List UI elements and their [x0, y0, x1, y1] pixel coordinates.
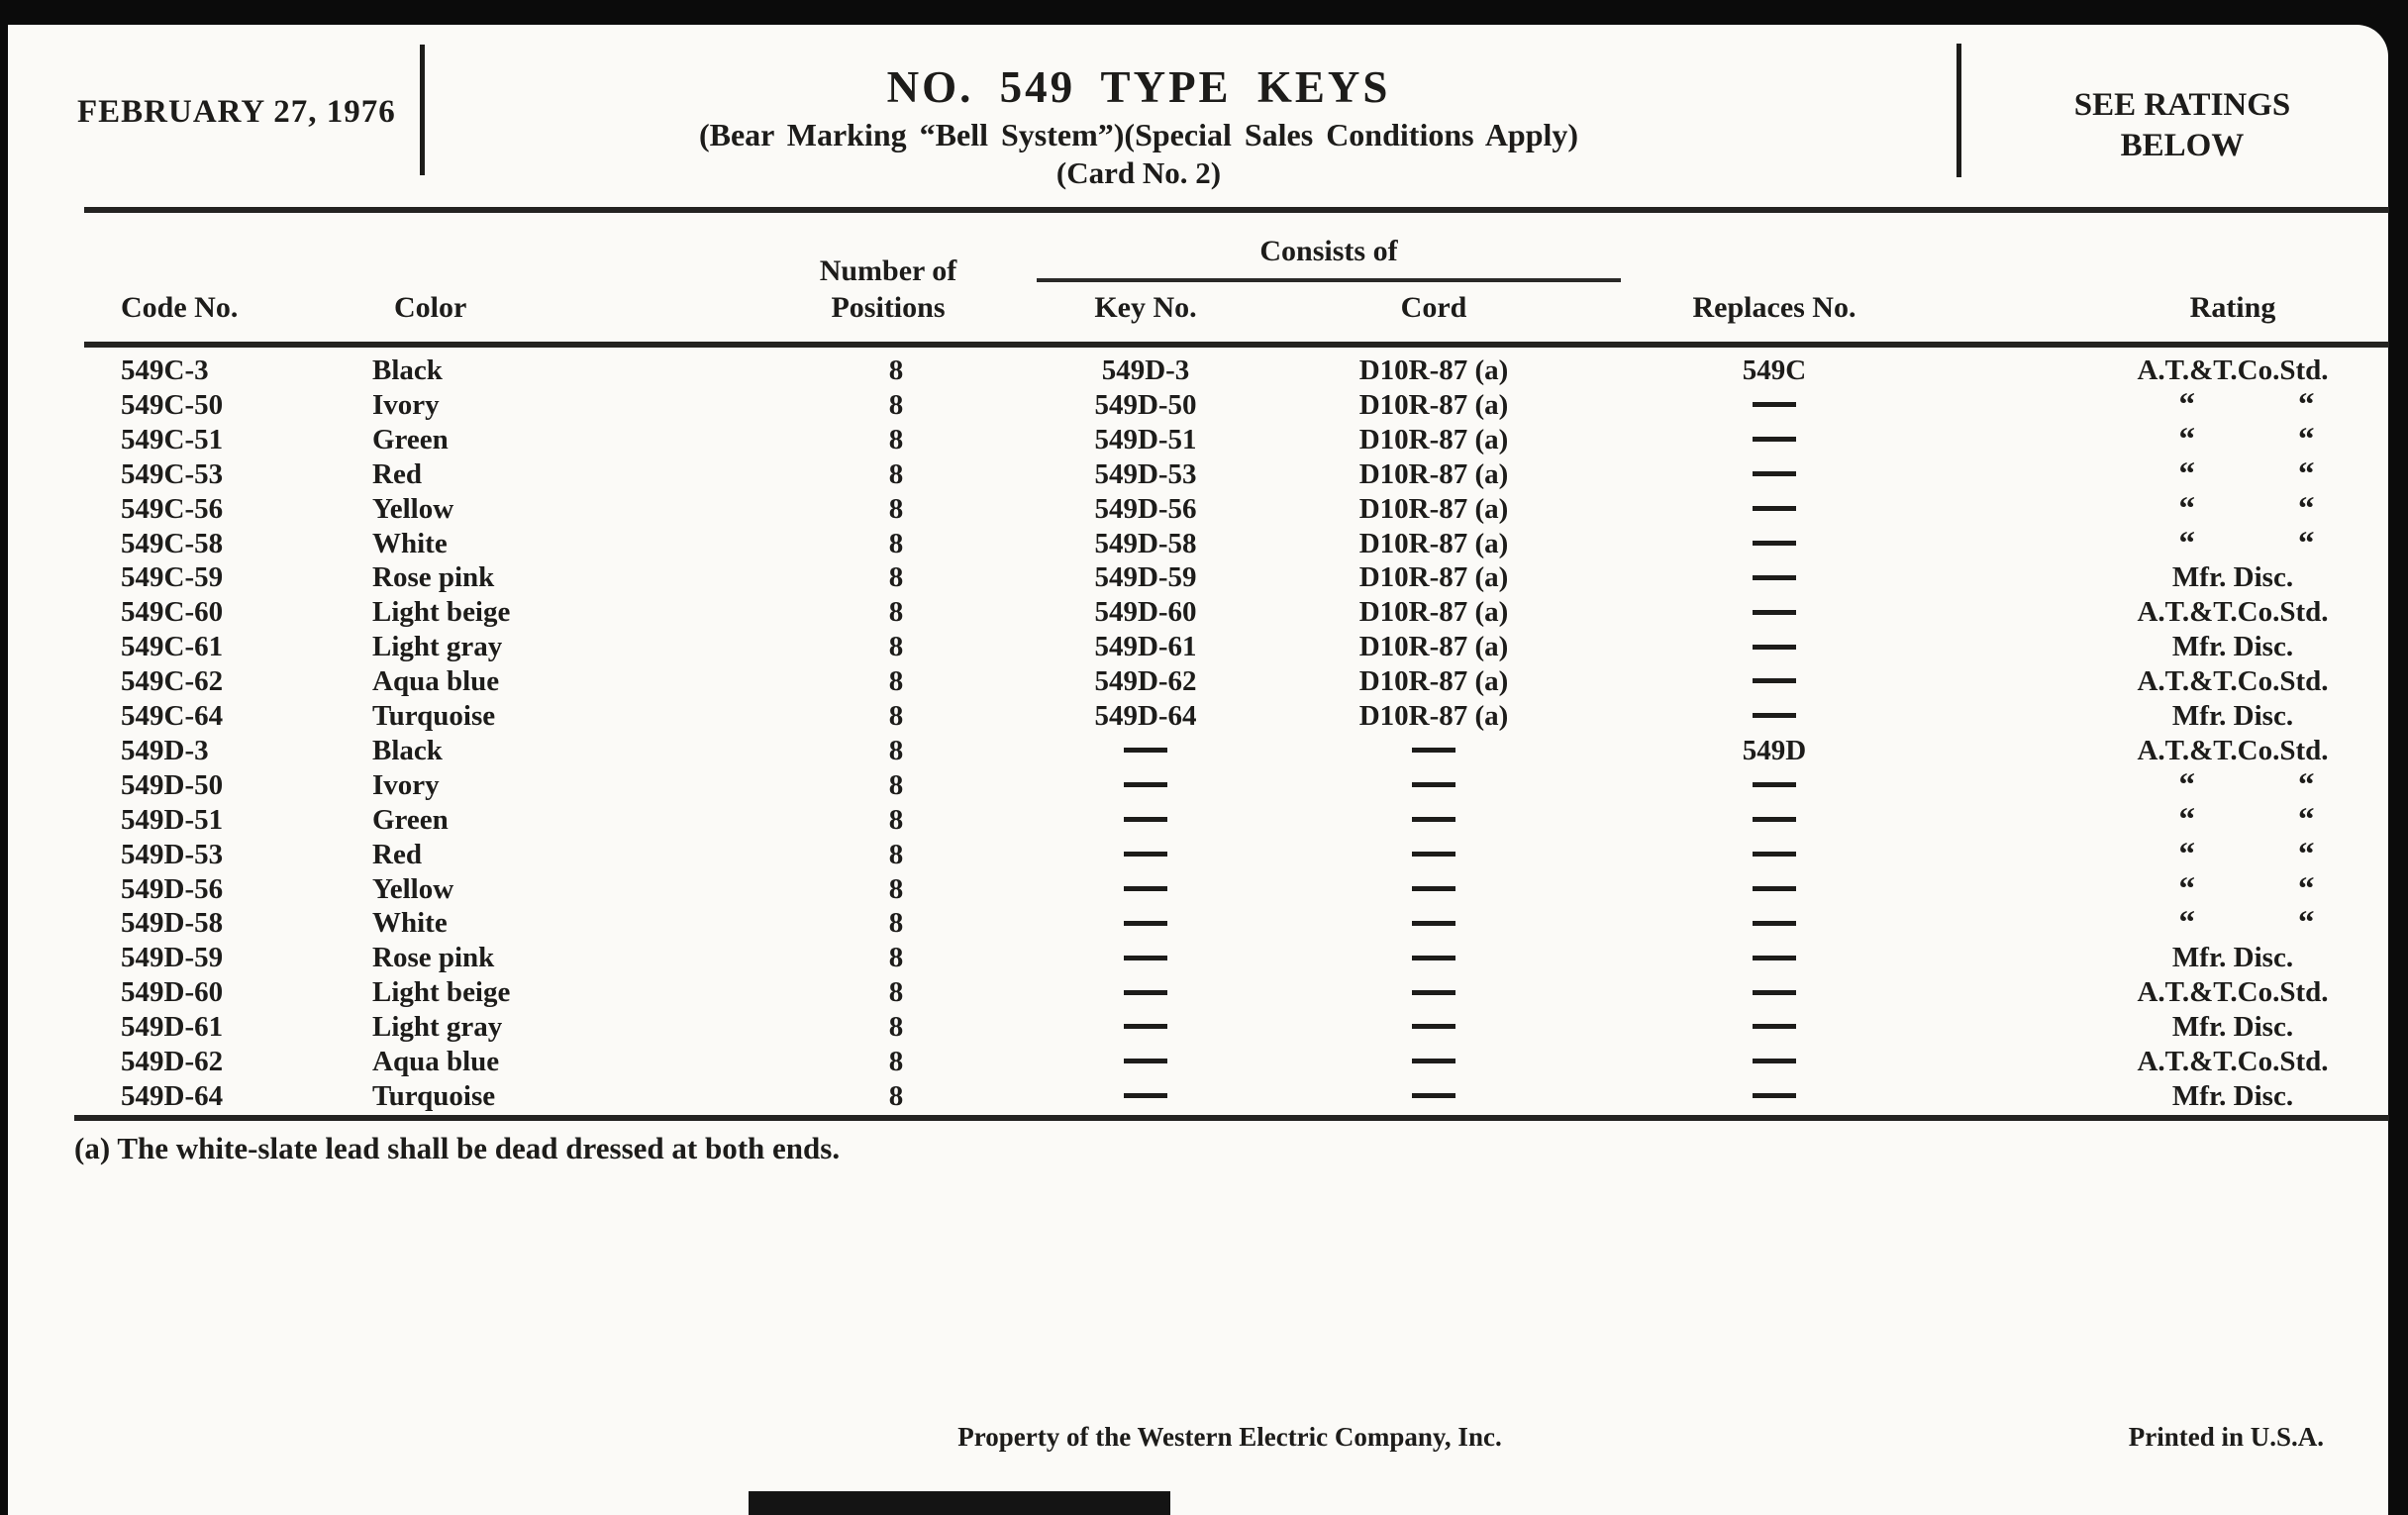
cell-color: Black — [372, 734, 443, 766]
cell-cord — [1295, 872, 1572, 907]
cell-key_no — [1027, 768, 1264, 803]
table-row — [0, 560, 2408, 595]
cell-rating — [2069, 388, 2396, 423]
cell-replaces: 549D — [1742, 734, 1807, 766]
dash-mark — [1753, 1059, 1796, 1063]
cell-positions: 8 — [888, 1011, 904, 1044]
cell-code: 549D-51 — [121, 803, 224, 836]
cell-positions: 8 — [888, 492, 904, 525]
cell-key_no: 549D-61 — [1094, 631, 1197, 663]
cell-color: Light beige — [372, 596, 511, 629]
dash-mark — [1124, 886, 1167, 891]
cell-positions: 8 — [888, 561, 904, 594]
cell-cord — [1295, 906, 1572, 941]
col-header-color: Color — [394, 291, 467, 324]
cell-positions: 8 — [888, 768, 904, 801]
cell-replaces — [1626, 941, 1923, 975]
dash-mark — [1753, 852, 1796, 857]
cell-positions: 8 — [888, 527, 904, 559]
cell-rating — [2069, 803, 2396, 838]
cell-rating: Mfr. Disc. — [2171, 631, 2294, 663]
col-header-replaces: Replaces No. — [1692, 291, 1856, 324]
table-row — [0, 803, 2408, 838]
cell-rating: A.T.&T.Co.Std. — [2137, 665, 2329, 698]
cell-rating: A.T.&T.Co.Std. — [2137, 596, 2329, 629]
header-rule — [84, 207, 2389, 213]
cell-cord: D10R-87 (a) — [1358, 492, 1509, 525]
cell-color: Black — [372, 354, 443, 386]
cell-code: 549C-56 — [121, 492, 224, 525]
cell-cord: D10R-87 (a) — [1358, 457, 1509, 490]
cell-key_no: 549D-64 — [1094, 700, 1197, 732]
cell-cord: D10R-87 (a) — [1358, 596, 1509, 629]
cell-replaces — [1626, 1079, 1923, 1114]
table-row — [0, 354, 2408, 388]
cell-positions: 8 — [888, 457, 904, 490]
cell-rating: Mfr. Disc. — [2171, 561, 2294, 594]
cell-color: White — [372, 527, 448, 559]
cell-color: Rose pink — [372, 561, 495, 594]
col-header-positions-line1: Number of — [819, 254, 957, 287]
ditto-marks: “ “ — [2178, 490, 2315, 527]
cell-rating — [2069, 838, 2396, 872]
cell-key_no: 549D-53 — [1094, 457, 1197, 490]
cell-code: 549C-50 — [121, 388, 224, 421]
cell-rating: Mfr. Disc. — [2171, 1079, 2294, 1112]
cell-code: 549C-3 — [121, 354, 209, 386]
dash-mark — [1753, 610, 1796, 615]
cell-color: Ivory — [372, 388, 440, 421]
cell-replaces — [1626, 803, 1923, 838]
cell-replaces — [1626, 838, 1923, 872]
cell-cord: D10R-87 (a) — [1358, 423, 1509, 455]
dash-mark — [1124, 782, 1167, 787]
cell-key_no — [1027, 906, 1264, 941]
cell-rating: Mfr. Disc. — [2171, 700, 2294, 732]
cell-replaces — [1626, 768, 1923, 803]
dash-mark — [1412, 817, 1455, 822]
dash-mark — [1412, 782, 1455, 787]
ratings-note — [1980, 85, 2384, 166]
table-row — [0, 630, 2408, 664]
table-row — [0, 734, 2408, 768]
ditto-marks: “ “ — [2178, 801, 2315, 838]
cell-code: 549C-58 — [121, 527, 224, 559]
cell-code: 549D-60 — [121, 976, 224, 1009]
col-header-rating: Rating — [2189, 291, 2276, 324]
cell-rating: Mfr. Disc. — [2171, 942, 2294, 974]
cell-positions: 8 — [888, 631, 904, 663]
cell-code: 549C-61 — [121, 631, 224, 663]
cell-color: Red — [372, 838, 422, 870]
dash-mark — [1124, 990, 1167, 995]
cell-cord: D10R-87 (a) — [1358, 354, 1509, 386]
table-row — [0, 1079, 2408, 1114]
cell-color: Green — [372, 803, 449, 836]
table-row — [0, 1010, 2408, 1045]
footer-property: Property of the Western Electric Company, Inc. — [957, 1422, 1502, 1452]
cell-replaces — [1626, 872, 1923, 907]
col-header-code: Code No. — [121, 291, 239, 324]
dash-mark — [1412, 956, 1455, 960]
table-row — [0, 906, 2408, 941]
dash-mark — [1412, 886, 1455, 891]
cell-rating — [2069, 906, 2396, 941]
cell-rating: A.T.&T.Co.Std. — [2137, 1046, 2329, 1077]
cell-code: 549C-60 — [121, 596, 224, 629]
col-header-consists-of: Consists of — [1259, 235, 1398, 267]
cell-code: 549D-56 — [121, 872, 224, 905]
dash-mark — [1124, 748, 1167, 753]
dash-mark — [1753, 506, 1796, 511]
cell-rating: Mfr. Disc. — [2171, 1011, 2294, 1044]
cell-replaces — [1626, 664, 1923, 699]
cell-rating — [2069, 768, 2396, 803]
cell-code: 549D-59 — [121, 942, 224, 974]
header-divider-right — [1956, 44, 1961, 177]
header-card-number: (Card No. 2) — [1055, 155, 1222, 190]
cell-key_no: 549D-59 — [1094, 561, 1197, 594]
ratings-note-line1: SEE RATINGS — [2073, 87, 2291, 123]
cell-code: 549D-53 — [121, 838, 224, 870]
ditto-marks: “ “ — [2178, 455, 2315, 492]
dash-mark — [1753, 956, 1796, 960]
table-row — [0, 527, 2408, 561]
cell-cord — [1295, 838, 1572, 872]
table-row — [0, 1045, 2408, 1079]
cell-code: 549C-51 — [121, 423, 224, 455]
dash-mark — [1753, 817, 1796, 822]
cell-color: Yellow — [372, 492, 454, 525]
cell-key_no — [1027, 838, 1264, 872]
cell-replaces — [1626, 492, 1923, 527]
dash-mark — [1753, 437, 1796, 442]
col-header-cord: Cord — [1400, 291, 1467, 324]
cell-rating — [2069, 423, 2396, 457]
cell-color: Light beige — [372, 976, 511, 1009]
header-divider-left — [420, 45, 425, 175]
cell-cord — [1295, 1079, 1572, 1114]
cell-code: 549C-53 — [121, 457, 224, 490]
dash-mark — [1412, 990, 1455, 995]
dash-mark — [1753, 645, 1796, 650]
cell-replaces — [1626, 595, 1923, 630]
table-row — [0, 423, 2408, 457]
table-row — [0, 664, 2408, 699]
cell-positions: 8 — [888, 1046, 904, 1077]
cell-cord — [1295, 941, 1572, 975]
dash-mark — [1412, 1059, 1455, 1063]
cell-cord — [1295, 1010, 1572, 1045]
dash-mark — [1753, 1024, 1796, 1029]
cell-cord: D10R-87 (a) — [1358, 388, 1509, 421]
cell-positions: 8 — [888, 1079, 904, 1112]
cell-color: Aqua blue — [372, 1046, 500, 1077]
dash-mark — [1753, 886, 1796, 891]
cell-code: 549C-64 — [121, 700, 224, 732]
table-row — [0, 872, 2408, 907]
cell-code: 549C-62 — [121, 665, 224, 698]
dash-mark — [1753, 782, 1796, 787]
cell-rating: A.T.&T.Co.Std. — [2137, 354, 2329, 386]
cell-key_no — [1027, 1079, 1264, 1114]
cell-key_no: 549D-50 — [1094, 388, 1197, 421]
cell-color: Yellow — [372, 872, 454, 905]
cell-code: 549D-64 — [121, 1079, 224, 1112]
cell-cord: D10R-87 (a) — [1358, 527, 1509, 559]
col-header-key-no: Key No. — [1094, 291, 1197, 324]
dash-mark — [1753, 471, 1796, 476]
cell-rating — [2069, 527, 2396, 561]
top-scan-band — [0, 0, 2408, 25]
consists-of-underline — [1037, 278, 1621, 282]
cell-key_no — [1027, 872, 1264, 907]
ditto-marks: “ “ — [2178, 836, 2315, 872]
cell-replaces — [1626, 699, 1923, 734]
ditto-marks: “ “ — [2178, 421, 2315, 457]
table-bottom-rule — [74, 1115, 2389, 1121]
cell-replaces: 549C — [1742, 354, 1807, 386]
dash-mark — [1124, 817, 1167, 822]
cell-color: Ivory — [372, 768, 440, 801]
cell-key_no — [1027, 734, 1264, 768]
cell-color: Rose pink — [372, 942, 495, 974]
cell-key_no: 549D-56 — [1094, 492, 1197, 525]
cell-color: Red — [372, 457, 422, 490]
cell-rating: A.T.&T.Co.Std. — [2137, 976, 2329, 1009]
dash-mark — [1753, 990, 1796, 995]
dash-mark — [1753, 678, 1796, 683]
cell-key_no — [1027, 1010, 1264, 1045]
cell-cord: D10R-87 (a) — [1358, 561, 1509, 594]
table-row — [0, 388, 2408, 423]
cell-positions: 8 — [888, 388, 904, 421]
cell-cord — [1295, 803, 1572, 838]
cell-positions: 8 — [888, 665, 904, 698]
ratings-note-line2: BELOW — [2120, 128, 2245, 163]
cell-code: 549D-61 — [121, 1011, 224, 1044]
cell-code: 549C-59 — [121, 561, 224, 594]
cell-color: Turquoise — [372, 700, 496, 732]
cell-cord — [1295, 734, 1572, 768]
cell-positions: 8 — [888, 838, 904, 870]
dash-mark — [1412, 1024, 1455, 1029]
dash-mark — [1753, 541, 1796, 546]
cell-rating — [2069, 492, 2396, 527]
cell-replaces — [1626, 423, 1923, 457]
cell-positions: 8 — [888, 734, 904, 766]
table-row — [0, 941, 2408, 975]
cell-key_no — [1027, 941, 1264, 975]
cell-color: Turquoise — [372, 1079, 496, 1112]
cell-positions: 8 — [888, 803, 904, 836]
cell-rating — [2069, 457, 2396, 492]
table-row — [0, 492, 2408, 527]
cell-replaces — [1626, 630, 1923, 664]
dash-mark — [1124, 1059, 1167, 1063]
table-row — [0, 699, 2408, 734]
cell-code: 549D-3 — [121, 734, 209, 766]
cell-key_no: 549D-62 — [1094, 665, 1197, 698]
cell-cord: D10R-87 (a) — [1358, 700, 1509, 732]
cell-positions: 8 — [888, 423, 904, 455]
cell-color: Light gray — [372, 631, 503, 663]
table-row — [0, 838, 2408, 872]
cell-key_no — [1027, 975, 1264, 1010]
dash-mark — [1124, 956, 1167, 960]
cell-positions: 8 — [888, 976, 904, 1009]
cell-cord: D10R-87 (a) — [1358, 665, 1509, 698]
cell-key_no: 549D-60 — [1094, 596, 1197, 629]
cell-replaces — [1626, 560, 1923, 595]
cell-color: Green — [372, 423, 449, 455]
table-row — [0, 595, 2408, 630]
cell-cord: D10R-87 (a) — [1358, 631, 1509, 663]
table-row — [0, 975, 2408, 1010]
dash-mark — [1124, 852, 1167, 857]
table-row — [0, 768, 2408, 803]
dash-mark — [1412, 852, 1455, 857]
columns-rule — [84, 342, 2389, 348]
cell-rating — [2069, 872, 2396, 907]
dash-mark — [1124, 1024, 1167, 1029]
cell-positions: 8 — [888, 942, 904, 974]
cell-positions: 8 — [888, 872, 904, 905]
ditto-marks: “ “ — [2178, 905, 2315, 942]
cell-positions: 8 — [888, 354, 904, 386]
ditto-marks: “ “ — [2178, 386, 2315, 423]
cell-color: White — [372, 907, 448, 940]
dash-mark — [1412, 921, 1455, 926]
cell-code: 549D-58 — [121, 907, 224, 940]
cell-replaces — [1626, 975, 1923, 1010]
dash-mark — [1124, 921, 1167, 926]
cell-key_no: 549D-58 — [1094, 527, 1197, 559]
cell-replaces — [1626, 1010, 1923, 1045]
header-date: FEBRUARY 27, 1976 — [77, 94, 396, 130]
cell-key_no: 549D-3 — [1101, 354, 1190, 386]
cell-code: 549D-62 — [121, 1046, 224, 1077]
dash-mark — [1753, 1093, 1796, 1098]
page-title: NO. 549 TYPE KEYS — [886, 62, 1391, 112]
cell-code: 549D-50 — [121, 768, 224, 801]
cell-key_no — [1027, 803, 1264, 838]
cell-positions: 8 — [888, 700, 904, 732]
cell-positions: 8 — [888, 596, 904, 629]
bottom-scan-artifact — [749, 1491, 1170, 1515]
cell-cord — [1295, 768, 1572, 803]
cell-color: Aqua blue — [372, 665, 500, 698]
dash-mark — [1753, 575, 1796, 580]
dash-mark — [1124, 1093, 1167, 1098]
footnote: (a) The white-slate lead shall be dead dressed at both ends. — [74, 1131, 841, 1165]
cell-key_no — [1027, 1045, 1264, 1079]
col-header-positions-line2: Positions — [831, 291, 946, 324]
cell-cord — [1295, 975, 1572, 1010]
ditto-marks: “ “ — [2178, 766, 2315, 803]
dash-mark — [1412, 1093, 1455, 1098]
cell-replaces — [1626, 906, 1923, 941]
cell-replaces — [1626, 527, 1923, 561]
cell-key_no: 549D-51 — [1094, 423, 1197, 455]
ditto-marks: “ “ — [2178, 525, 2315, 561]
header-subtitle: (Bear Marking “Bell System”)(Special Sales Conditions Apply) — [698, 117, 1579, 152]
cell-color: Light gray — [372, 1011, 503, 1044]
cell-positions: 8 — [888, 907, 904, 940]
dash-mark — [1753, 402, 1796, 407]
footer-printed: Printed in U.S.A. — [2128, 1422, 2324, 1452]
dash-mark — [1753, 713, 1796, 718]
cell-cord — [1295, 1045, 1572, 1079]
cell-replaces — [1626, 1045, 1923, 1079]
cell-replaces — [1626, 388, 1923, 423]
cell-replaces — [1626, 457, 1923, 492]
ditto-marks: “ “ — [2178, 870, 2315, 907]
dash-mark — [1412, 748, 1455, 753]
dash-mark — [1753, 921, 1796, 926]
cell-rating: A.T.&T.Co.Std. — [2137, 734, 2329, 766]
table-row — [0, 457, 2408, 492]
